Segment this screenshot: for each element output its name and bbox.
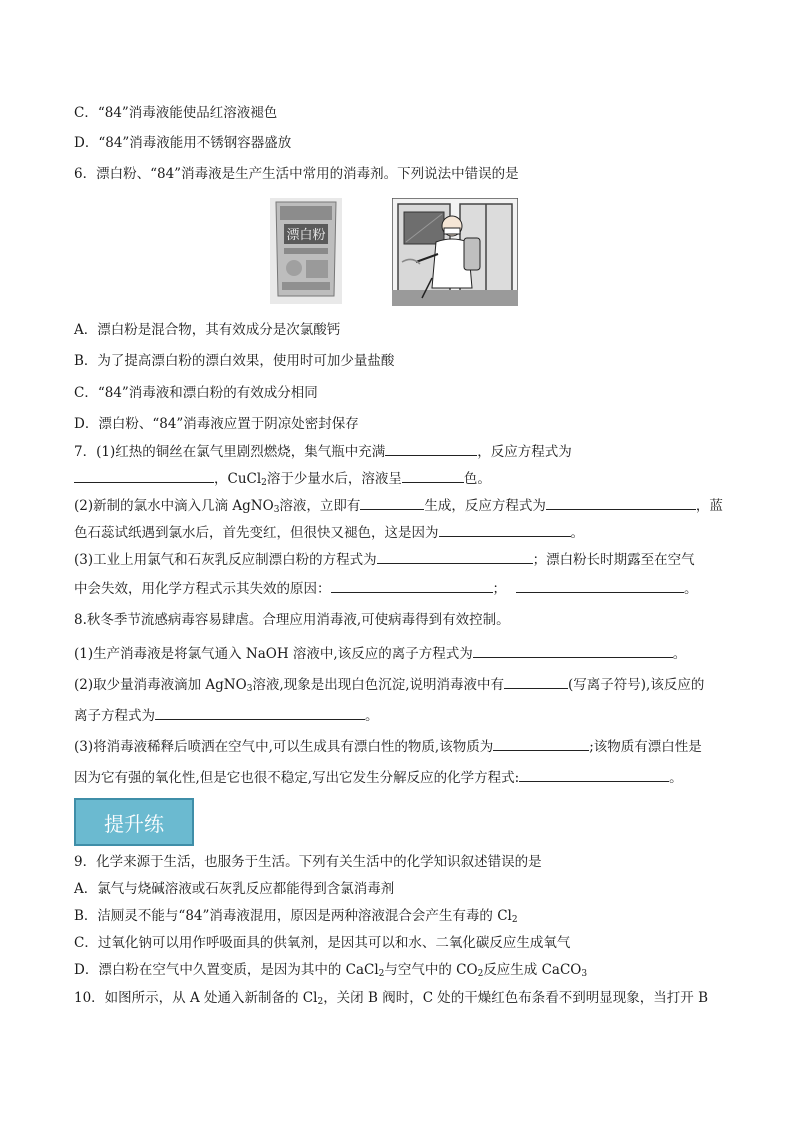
q9-option-d-tail: 反应生成 CaCO xyxy=(483,962,582,978)
q8-answer-blank[interactable] xyxy=(493,736,589,751)
subscript: 2 xyxy=(511,915,518,925)
q7-answer-blank[interactable] xyxy=(402,468,464,483)
q7-part2-text: (2)新制的氯水中滴入几滴 AgNO xyxy=(74,498,274,514)
q9-option-d-text: D．漂白粉在空气中久置变质，是因为其中的 CaCl xyxy=(74,962,379,978)
q8-part2-text: (2)取少量消毒液滴加 AgNO xyxy=(74,677,247,693)
q7-line-6 xyxy=(74,578,698,598)
q7-answer-blank[interactable] xyxy=(439,522,571,537)
q5-option-d: D．“84”消毒液能用不锈钢容器盛放 xyxy=(74,135,292,151)
q7-line-4 xyxy=(74,522,584,542)
subscript: 3 xyxy=(581,969,588,979)
bag-label: 漂白粉 xyxy=(286,228,326,243)
subscript: 2 xyxy=(261,478,267,488)
q9-stem: 9．化学来源于生活，也服务于生活。下列有关生活中的化学知识叙述错误的是 xyxy=(74,854,542,870)
q9-option-b xyxy=(74,907,518,925)
q8-part3-tail: ;该物质有漂白性是 xyxy=(589,739,702,755)
q8-answer-blank[interactable] xyxy=(504,674,568,689)
q9-option-b-text: B．洁厕灵不能与“84”消毒液混用，原因是两种溶液混合会产生有毒的 Cl xyxy=(74,908,512,924)
subscript: 2 xyxy=(378,969,385,979)
q7-part1-tail: ，反应方程式为 xyxy=(477,444,572,460)
q8-decomp-text: 因为它有强的氧化性,但是它也很不稳定,写出它发生分解反应的化学方程式: xyxy=(74,770,520,786)
q7-answer-blank[interactable] xyxy=(331,578,493,593)
q7-part3-text: (3)工业上用氯气和石灰乳反应制漂白粉的方程式为 xyxy=(74,552,377,568)
q7-line-1 xyxy=(74,441,572,461)
q8-answer-blank[interactable] xyxy=(473,643,673,658)
q7-litmus-text: 色石蕊试纸遇到氯水后，首先变红，但很快又褪色，这是因为 xyxy=(74,525,439,541)
q8-part-3-cont xyxy=(74,767,683,787)
q8-part3-text: (3)将消毒液稀释后喷洒在空气中,可以生成具有漂白性的物质,该物质为 xyxy=(74,739,494,755)
q8-part2-tail: (写离子符号),该反应的 xyxy=(568,677,705,693)
q7-part3-tail: ；漂白粉长时期露至在空气 xyxy=(532,552,695,568)
q9-option-c: C．过氧化钠可以用作呼吸面具的供氧剂，是因其可以和水、二氧化碳反应生成氧气 xyxy=(74,935,571,951)
q7-part2-mid: 溶液，立即有 xyxy=(279,498,361,514)
q8-part-2-cont xyxy=(74,705,379,725)
q7-answer-blank[interactable] xyxy=(360,495,424,510)
q6-option-c: C．“84”消毒液和漂白粉的有效成分相同 xyxy=(74,385,318,401)
q8-part-2 xyxy=(74,674,704,694)
q6-option-b: B．为了提高漂白粉的漂白效果，使用时可加少量盐酸 xyxy=(74,353,395,369)
q9-option-a: A．氯气与烧碱溶液或石灰乳反应都能得到含氯消毒剂 xyxy=(74,881,395,897)
q7-solution-text: 溶于少量水后，溶液呈 xyxy=(266,471,402,487)
q8-part-3 xyxy=(74,736,702,756)
subscript: 3 xyxy=(246,684,253,694)
subscript: 2 xyxy=(477,969,484,979)
q7-answer-blank[interactable] xyxy=(516,578,684,593)
q8-stem: 8.秋冬季节流感病毒容易肆虐。合理应用消毒液,可使病毒得到有效控制。 xyxy=(74,612,510,628)
elevator-disinfection-image xyxy=(392,198,518,306)
q7-part2-tail: ，蓝 xyxy=(695,498,723,514)
q9-option-d-mid: 与空气中的 CO xyxy=(384,962,478,978)
q5-option-c: C．“84”消毒液能使品红溶液褪色 xyxy=(74,105,278,121)
q7-color-tail: 色。 xyxy=(463,471,491,487)
q7-part1-text: 7．(1)红热的铜丝在氯气里剧烈燃烧，集气瓶中充满 xyxy=(74,444,386,460)
q10-text-tail: ，关闭 B 阀时，C 处的干燥红色布条看不到明显现象，当打开 B xyxy=(323,990,709,1006)
q6-option-a: A．漂白粉是混合物，其有效成分是次氯酸钙 xyxy=(74,322,341,338)
q8-answer-blank[interactable] xyxy=(519,767,669,782)
q7-line-2 xyxy=(74,468,491,488)
bleach-powder-bag-image xyxy=(270,198,342,304)
q8-answer-blank[interactable] xyxy=(155,705,365,720)
q6-option-d: D．漂白粉、“84”消毒液应置于阴凉处密封保存 xyxy=(74,416,359,432)
q7-answer-blank[interactable] xyxy=(385,441,477,456)
q6-stem: 6．漂白粉、“84”消毒液是生产生活中常用的消毒剂。下列说法中错误的是 xyxy=(74,166,519,182)
subscript: 2 xyxy=(317,997,324,1007)
q8-part1-text: (1)生产消毒液是将氯气通入 NaOH 溶液中,该反应的离子方程式为 xyxy=(74,646,473,662)
subscript: 3 xyxy=(273,505,280,515)
q7-answer-blank[interactable] xyxy=(546,495,696,510)
q8-ionic-eq-text: 离子方程式为 xyxy=(74,708,155,724)
q7-period: 。 xyxy=(570,525,584,541)
q8-period: 。 xyxy=(669,770,683,786)
q7-failure-text: 中会失效，用化学方程式示其失效的原因： xyxy=(74,581,331,597)
q7-period: 。 xyxy=(684,581,698,597)
q7-cucl2-text: ，CuCl xyxy=(214,471,262,487)
q8-period: 。 xyxy=(672,646,687,662)
q7-semicolon: ； xyxy=(492,581,506,597)
q7-line-3 xyxy=(74,495,723,515)
q10-text: 10．如图所示，从 A 处通入新制备的 Cl xyxy=(74,990,318,1006)
q9-option-d xyxy=(74,961,587,979)
section-badge: 提升练 xyxy=(74,798,194,846)
q7-part2-eq: 生成，反应方程式为 xyxy=(424,498,546,514)
q10-stem xyxy=(74,989,708,1007)
q7-line-5 xyxy=(74,549,695,569)
q7-answer-blank[interactable] xyxy=(377,549,533,564)
q8-part2-mid: 溶液,现象是出现白色沉淀,说明消毒液中有 xyxy=(252,677,505,693)
q8-part-1 xyxy=(74,643,686,663)
q7-answer-blank[interactable] xyxy=(74,468,214,483)
q8-period: 。 xyxy=(365,708,379,724)
